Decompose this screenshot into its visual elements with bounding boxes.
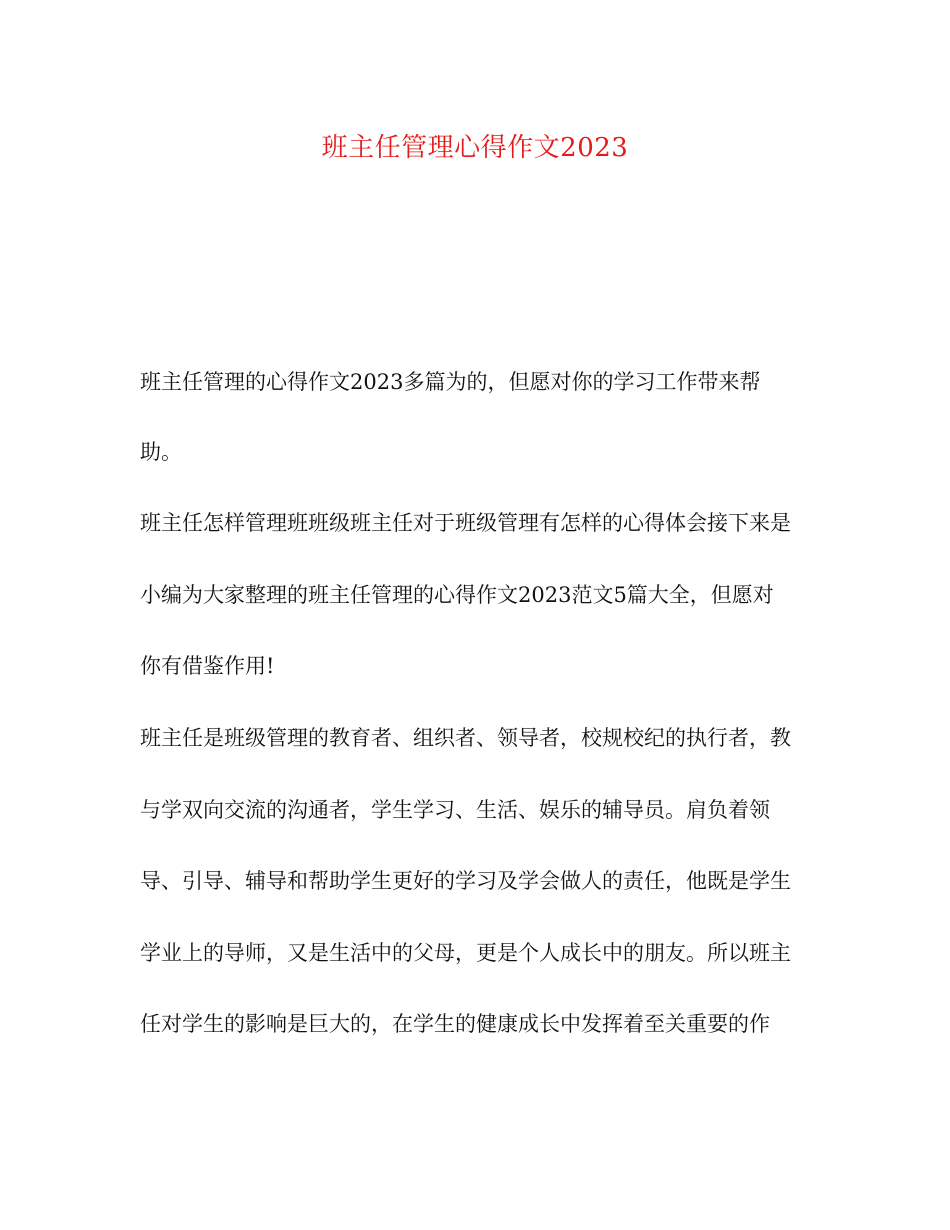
body-line: 班主任是班级管理的教育者、组织者、领导者，校规校纪的执行者，教 bbox=[140, 726, 791, 750]
body-line: 助。 bbox=[140, 440, 182, 464]
body-line: 班主任管理的心得作文2023多篇为的，但愿对你的学习工作带来帮 bbox=[140, 370, 761, 394]
body-line: 导、引导、辅导和帮助学生更好的学习及学会做人的责任，他既是学生 bbox=[140, 869, 791, 893]
body-line: 任对学生的影响是巨大的，在学生的健康成长中发挥着至关重要的作 bbox=[140, 1012, 770, 1036]
body-line: 学业上的导师，又是生活中的父母，更是个人成长中的朋友。所以班主 bbox=[140, 941, 791, 965]
body-line: 你有借鉴作用! bbox=[140, 654, 275, 678]
document-title: 班主任管理心得作文2023 bbox=[321, 133, 629, 163]
body-line: 班主任怎样管理班班级班主任对于班级管理有怎样的心得体会接下来是 bbox=[140, 511, 791, 535]
body-line: 小编为大家整理的班主任管理的心得作文2023范文5篇大全，但愿对 bbox=[140, 583, 774, 607]
body-line: 与学双向交流的沟通者，学生学习、生活、娱乐的辅导员。肩负着领 bbox=[140, 798, 770, 822]
